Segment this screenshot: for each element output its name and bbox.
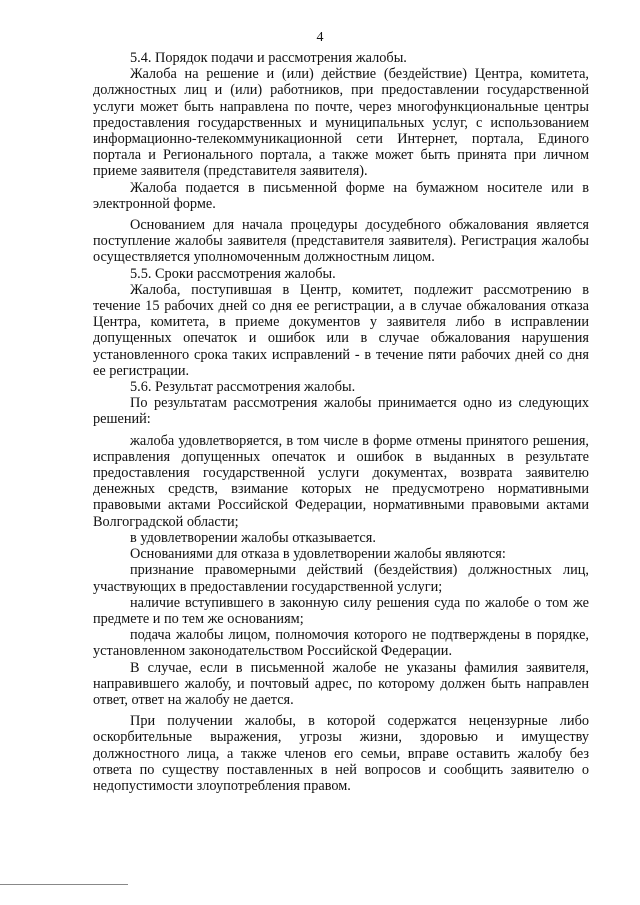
page-number: 4 <box>316 30 324 45</box>
paragraph: признание правомерными действий (бездействия) должностных лиц, участвующих в предоставлении государственной услуги; <box>93 562 589 595</box>
document-body <box>93 50 589 794</box>
paragraph: Жалоба, поступившая в Центр, комитет, подлежит рассмотрению в течение 15 рабочих дней со дня ее регистрации, а в случае обжалования отказа Центра, комитета, в приеме документов у заявителя либо в исправлении допущенных опечаток и ошибок или в случае обжалования нарушения установленного срока таких исправлений - в течение пяти рабочих дней со дня ее регистрации. <box>93 281 589 379</box>
footer-rule <box>0 884 128 885</box>
section-heading-5-4: 5.4. Порядок подачи и рассмотрения жалобы. <box>130 50 407 66</box>
paragraph: По результатам рассмотрения жалобы принимается одно из следующих решений: <box>93 395 589 428</box>
paragraph: подача жалобы лицом, полномочия которого не подтверждены в порядке, установленном законодательством Российской Федерации. <box>93 627 589 660</box>
paragraph: При получении жалобы, в которой содержатся нецензурные либо оскорбительные выражения, угрозы жизни, здоровью и имуществу должностного лица, а также членов его семьи, вправе оставить жалобу без ответа по существу поставленных в ней вопросов и сообщить заявителю о недопустимости злоупотребления правом. <box>93 713 589 794</box>
paragraph: В случае, если в письменной жалобе не указаны фамилия заявителя, направившего жалобу, и почтовый адрес, по которому должен быть направлен ответ, ответ на жалобу не дается. <box>93 659 589 708</box>
paragraph: Основаниями для отказа в удовлетворении жалобы являются: <box>130 546 506 563</box>
paragraph: Основанием для начала процедуры досудебного обжалования является поступление жалобы заявителя (представителя заявителя). Регистрация жалобы осуществляется уполномоченным должностным лицом. <box>93 217 589 266</box>
paragraph: жалоба удовлетворяется, в том числе в форме отмены принятого решения, исправления допущенных опечаток и ошибок в выданных в результате предоставления государственной услуги документах, возврата заявителю денежных средств, взимание которых не предусмотрено нормативными правовыми актами Российской Федерации, нормативными правовыми актами Волгоградской области; <box>93 432 589 530</box>
paragraph: Жалоба на решение и (или) действие (бездействие) Центра, комитета, должностных лиц и (или) работников, при предоставлении государственной услуги может быть направлена по почте, через многофункциональные центры предоставления государственных и муниципальных услуг, с использованием информационно-телекоммуникационной сети Интернет, портала, Единого портала и Регионального портала, а также может быть принята при личном приеме заявителя (представителя заявителя). <box>93 66 589 180</box>
paragraph: наличие вступившего в законную силу решения суда по жалобе о том же предмете и по тем же основаниям; <box>93 594 589 627</box>
section-heading-5-5: 5.5. Сроки рассмотрения жалобы. <box>130 265 336 282</box>
paragraph: в удовлетворении жалобы отказывается. <box>130 529 376 546</box>
paragraph: Жалоба подается в письменной форме на бумажном носителе или в электронной форме. <box>93 179 589 212</box>
section-heading-5-6: 5.6. Результат рассмотрения жалобы. <box>130 379 356 396</box>
